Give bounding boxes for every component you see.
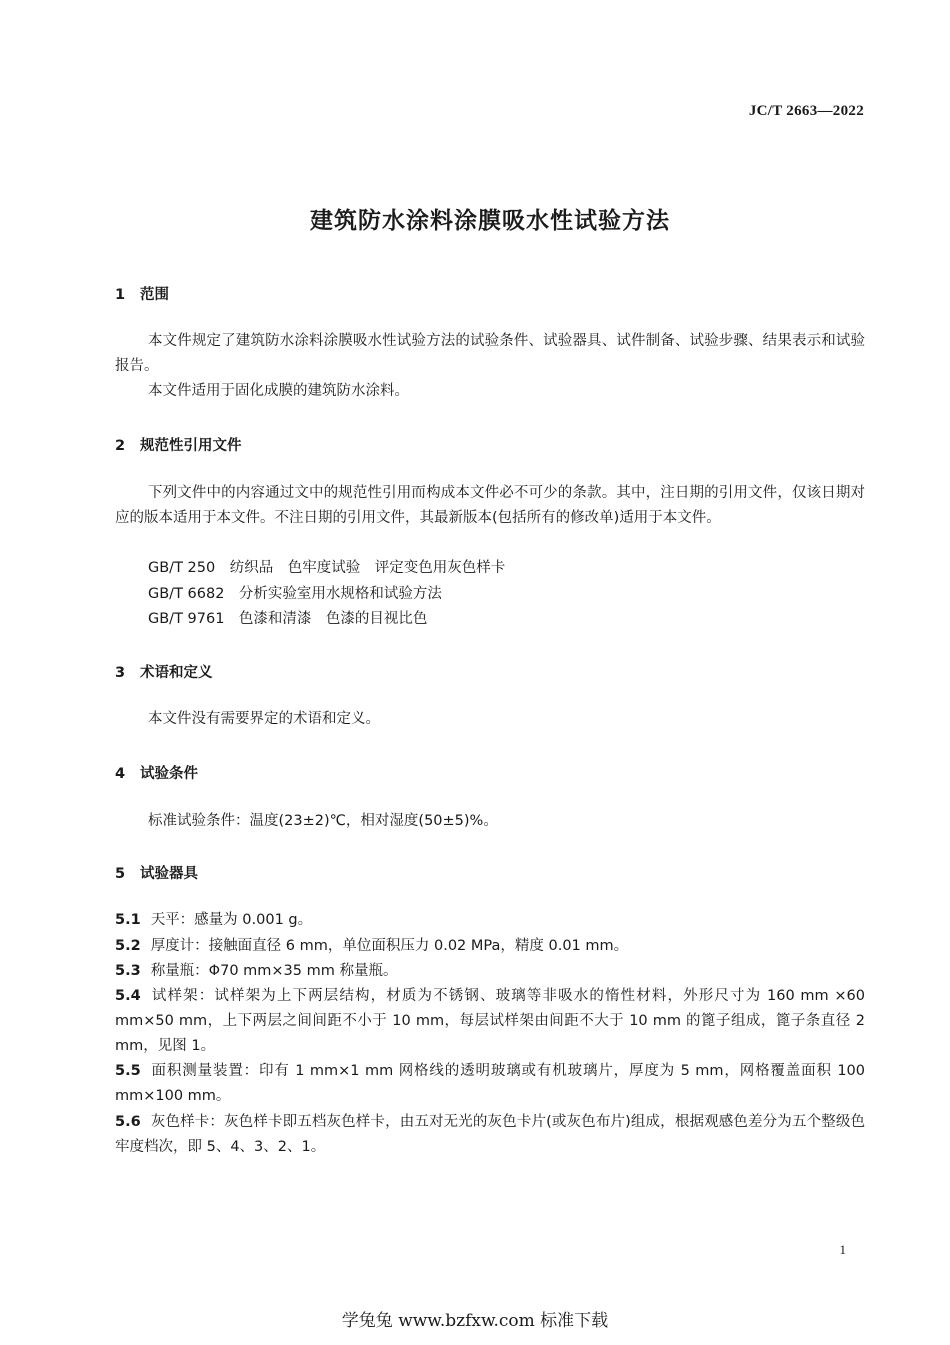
section-number: 1 (115, 287, 126, 303)
item-text: 面积测量装置：印有 1 mm×1 mm 网格线的透明玻璃或有机玻璃片，厚度为 5 mm，网格覆盖面积 100 mm×100 mm。 (115, 1063, 865, 1104)
reference-item: GB/T 6682 分析实验室用水规格和试验方法 (148, 586, 442, 602)
standard-code: JC/T 2663—2022 (748, 103, 864, 119)
apparatus-item-weighing-bottle (115, 959, 865, 984)
item-text: 称量瓶：Φ70 mm×35 mm 称量瓶。 (150, 963, 398, 979)
item-number: 5.3 (115, 963, 141, 979)
item-text: 试样架：试样架为上下两层结构，材质为不锈钢、玻璃等非吸水的惰性材料，外形尺寸为 160 mm ×60 mm×50 mm，上下两层之间间距不小于 10 mm，每层试样架由间距不大于 10 mm 的篦子组成，篦子条直径 2 mm，见图 1。 (115, 988, 865, 1054)
section-number: 5 (115, 866, 126, 882)
apparatus-item-area-measurement (115, 1059, 865, 1109)
reference-item: GB/T 250 纺织品 色牢度试验 评定变色用灰色样卡 (148, 560, 506, 576)
item-number: 5.2 (115, 938, 141, 954)
item-number: 5.1 (115, 912, 141, 928)
section-title: 术语和定义 (140, 665, 213, 681)
item-number: 5.5 (115, 1063, 141, 1079)
footer-watermark: 学兔兔 www.bzfxw.com 标准下载 (341, 1311, 609, 1331)
section-heading-scope (115, 283, 169, 304)
section-heading-test-conditions (115, 762, 198, 783)
apparatus-item-balance (115, 908, 865, 933)
section-heading-terms (115, 661, 213, 682)
section-heading-normative-refs (115, 434, 242, 455)
item-number: 5.6 (115, 1114, 141, 1130)
item-number: 5.4 (115, 988, 141, 1004)
section-title: 规范性引用文件 (140, 438, 242, 454)
section-number: 2 (115, 438, 126, 454)
item-text: 厚度计：接触面直径 6 mm，单位面积压力 0.02 MPa，精度 0.01 mm。 (150, 938, 629, 954)
section-heading-apparatus (115, 862, 198, 883)
item-text: 天平：感量为 0.001 g。 (150, 912, 313, 928)
apparatus-item-thickness-gauge (115, 934, 865, 959)
section-number: 3 (115, 665, 126, 681)
document-title: 建筑防水涂料涂膜吸水性试验方法 (310, 208, 670, 234)
normative-refs-intro: 下列文件中的内容通过文中的规范性引用而构成本文件必不可少的条款。其中，注日期的引用文件，仅该日期对应的版本适用于本文件。不注日期的引用文件，其最新版本(包括所有的修改单)适用于本文件。 (115, 485, 865, 526)
scope-paragraph-2: 本文件适用于固化成膜的建筑防水涂料。 (148, 383, 409, 399)
terms-paragraph: 本文件没有需要界定的术语和定义。 (148, 711, 380, 727)
section-number: 4 (115, 766, 126, 782)
reference-item: GB/T 9761 色漆和清漆 色漆的目视比色 (148, 611, 428, 627)
apparatus-item-grey-scale (115, 1110, 865, 1160)
section-title: 范围 (140, 287, 169, 303)
scope-paragraph-1: 本文件规定了建筑防水涂料涂膜吸水性试验方法的试验条件、试验器具、试件制备、试验步骤、结果表示和试验报告。 (115, 333, 865, 374)
section-title: 试验器具 (140, 866, 198, 882)
apparatus-item-sample-rack (115, 984, 865, 1059)
page-number: 1 (839, 1242, 846, 1257)
item-text: 灰色样卡：灰色样卡即五档灰色样卡，由五对无光的灰色卡片(或灰色布片)组成，根据观感色差分为五个整级色牢度档次，即 5、4、3、2、1。 (115, 1114, 865, 1155)
test-conditions-paragraph: 标准试验条件：温度(23±2)℃，相对湿度(50±5)%。 (148, 813, 498, 829)
section-title: 试验条件 (140, 766, 198, 782)
